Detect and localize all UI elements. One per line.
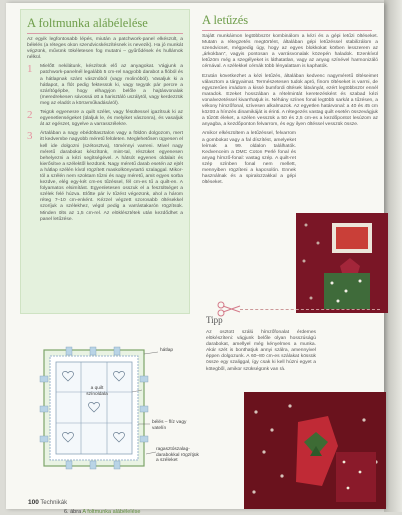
quilt-photo-bottom <box>244 392 386 509</box>
dashed-cut-line <box>240 309 380 310</box>
label-batting: bélés – flíz vagy vatelín <box>152 420 187 431</box>
quilt-detail-image <box>244 392 386 509</box>
right-column <box>202 9 378 189</box>
step-number: 2 <box>27 109 33 122</box>
left-column <box>20 9 190 314</box>
intro-paragraph: Az egyik legfontosabb lépés, miután a patchwork-panel elkészült, a bélelés (a réteges okon szendvicskészítésnek is nevezik). Ha jó munkát végzünk, művünk tökéletesen fog mutatni – gyűrődések és hullámok nélkül. <box>27 37 183 61</box>
section-name: Technikák <box>40 500 68 506</box>
label-quilt-top: a quilt színoldala <box>86 386 108 397</box>
instruction-box <box>20 9 190 314</box>
step-3 <box>27 131 183 222</box>
leader-line <box>146 452 156 454</box>
figure-caption <box>64 509 140 515</box>
box-title: A foltmunka alábélelése <box>27 16 183 34</box>
step-text: Teigük egyenesre a quilt szélet, vagy fésültessel igazítsuk ki az egyenetlenségeket (ülaljuk le, és melyiket vászonra), és vasaljuk át az egészet, ügyelve a varrasszélekre. <box>40 110 183 128</box>
step-text: Mielőtt nekilátunk, készítsük elő az anyagokat. Vágjunk a patchwork-panelnél legalább 5 cm-rel nagyobb darabot a flóból és a hátlapnak szánt vásznóból (vagy molinóból). Vasaljuk ki a hátlapot, a flót pedig fektessük ki, vagy tegyük pár percre a szárítógépbe, hogy elhagyjon belőle a hajtásvonalak (meredrekesen sávossá ott a harisztáló uszálytól, vagy kerdezzük meg az eladót a körüvműkadásáról). <box>40 64 184 106</box>
step-number: 1 <box>27 63 33 76</box>
step-1 <box>27 64 183 107</box>
tip-text: Az osztott szálú hímzőfonalat érdemes elökészíteni: vágjunk belőle olyan hosszúságú darabokat, amellyel még kényelmes a munka. Akár szét is bonthatjuk annyi szálra, amennyivel éppen dolgozunk. A 60–80 cm-es szálakat kössük össze egy szaliggal, így csak ki kell húzni egyet a kötegből, amikor szükségünk van rá. <box>206 330 316 372</box>
page-number: 100 <box>28 499 39 506</box>
leader-line <box>144 352 158 354</box>
paragraph-3: Amikor elkészültem a letűzéssel, felvarrom a gombokat vagy a fal díszítést, amelyeket leírnak a 99. oldalon találhatók. Kedvenceim a DMC Coton Perlé fonal és anyag hímző-fonal: vastag szép. A quilt-ret szép színben fonal nem mellett, mennyiben rögzíteni a kapcsolón. Ennek használnak és a spiralozzakkal a gépi öltéseket. <box>202 131 296 186</box>
tip-box <box>196 295 386 509</box>
quilt-layering-figure <box>20 346 200 515</box>
section-title: A letűzés <box>202 13 378 31</box>
tip-title: Tipp <box>206 315 223 325</box>
step-text: Ártalában a nagy ebédöltasztalon vagy a földön dolgozom, mert itt kedvembe nagyobb méretű felületen. Meglehetősen ügyesen el kell ide dolgozni (szétosztva), töménnyi varreni. Mivel nagy méretű darabokat készítünk, mint-tal, részüket egyenesen behelyezni a kézi segítségével. A hátsót egyenes oldalait és kierősítve a szélektől kezdünk. Nagy méretű darab esetén az ejtét a hátlap szélén kívül rögzített maskolkönyvtartó szalaggal. Mikor-tól a szélén nem szoktam tűzni és nagy méretű, amit egyes sorba kezdve, elég egy-két cm-es tűzéssel, fél cm-es tű a quilt-en. A folyamatos elsimítást. Egyenletesen osszuk el a feszültséget a szélek felé húzva. Előtte pár ív tűzést végezünk, ahol a három réteg 7–10 cm-enként. Kézzel végzett szorosabb öltésekkel szoríjuk a szélekhez, végül pedig a varrástakarón rögzítsük. Minden ölts az 1,5 cm-rel. Az elöklésztétek után kezdődhet a panel letűzése. <box>40 131 183 222</box>
step-number: 3 <box>27 130 33 143</box>
label-tape: ragasztószalag-darabokkal rögzítjük a széleket <box>156 447 199 464</box>
paragraph-2: Ezután következhet a kézi letűzés, általában kedvenc nagyméretű öltéseimet választom a tárgyaimat. Természetesen tudok apró, finom öltéseket is varrni, de egyszerűen imádom a kissé bumfordi öltések látványát, ezért legtöbbször ennél maradok. Ezeket hosszában a rételmintát keretezésként és szabad kézi vonalvezetéssel kivarrhatjuk is. Néhány színes fonal legtöbb sarkát a tűzésen, a vékony hímzőfonal, szívesen alkalmazok. Az egyetlen határvonal: a 40 és 45 cm között a hímzés dinamikáját is érinti. A rétegezés vastag quilt esetén összevágjuk a tűzött éleket, a szélen vesszük a 50 és 2,5 cm-es a kezdőpontot lesúzom az anyagba, a kezdőponton felvarrom, és egy ilyen öltéssel vesszük össze. <box>202 73 378 128</box>
step-2 <box>27 110 183 128</box>
figure-number: 6. ábra <box>64 509 82 515</box>
book-page <box>6 3 384 515</box>
label-backing: hátlap <box>160 348 174 353</box>
paragraph-1: Sajátt munkáimon legtöbbször kombinálom a kézi és a gépi letűzi öltéseket. Mutatn a rétegzetés megtörtént, általában gépi letűzéssel stabilizálom a szendvicset, mégpedig úgy, hogy az egyes blokkokat körben lesszerem az „árkokban”, vagyis pontosan a varrásvonalak közepén haladok. Ezenkívül letűzöm még a szegélyeket is láthatatlan, vagy az anyag színével harmonizáló cérnával. A szélekkel cérnák több lényalattam is kaphatók. <box>202 34 378 70</box>
page-folio <box>28 499 67 506</box>
figure-caption-text: A foltmunka alábélelése <box>82 509 141 515</box>
